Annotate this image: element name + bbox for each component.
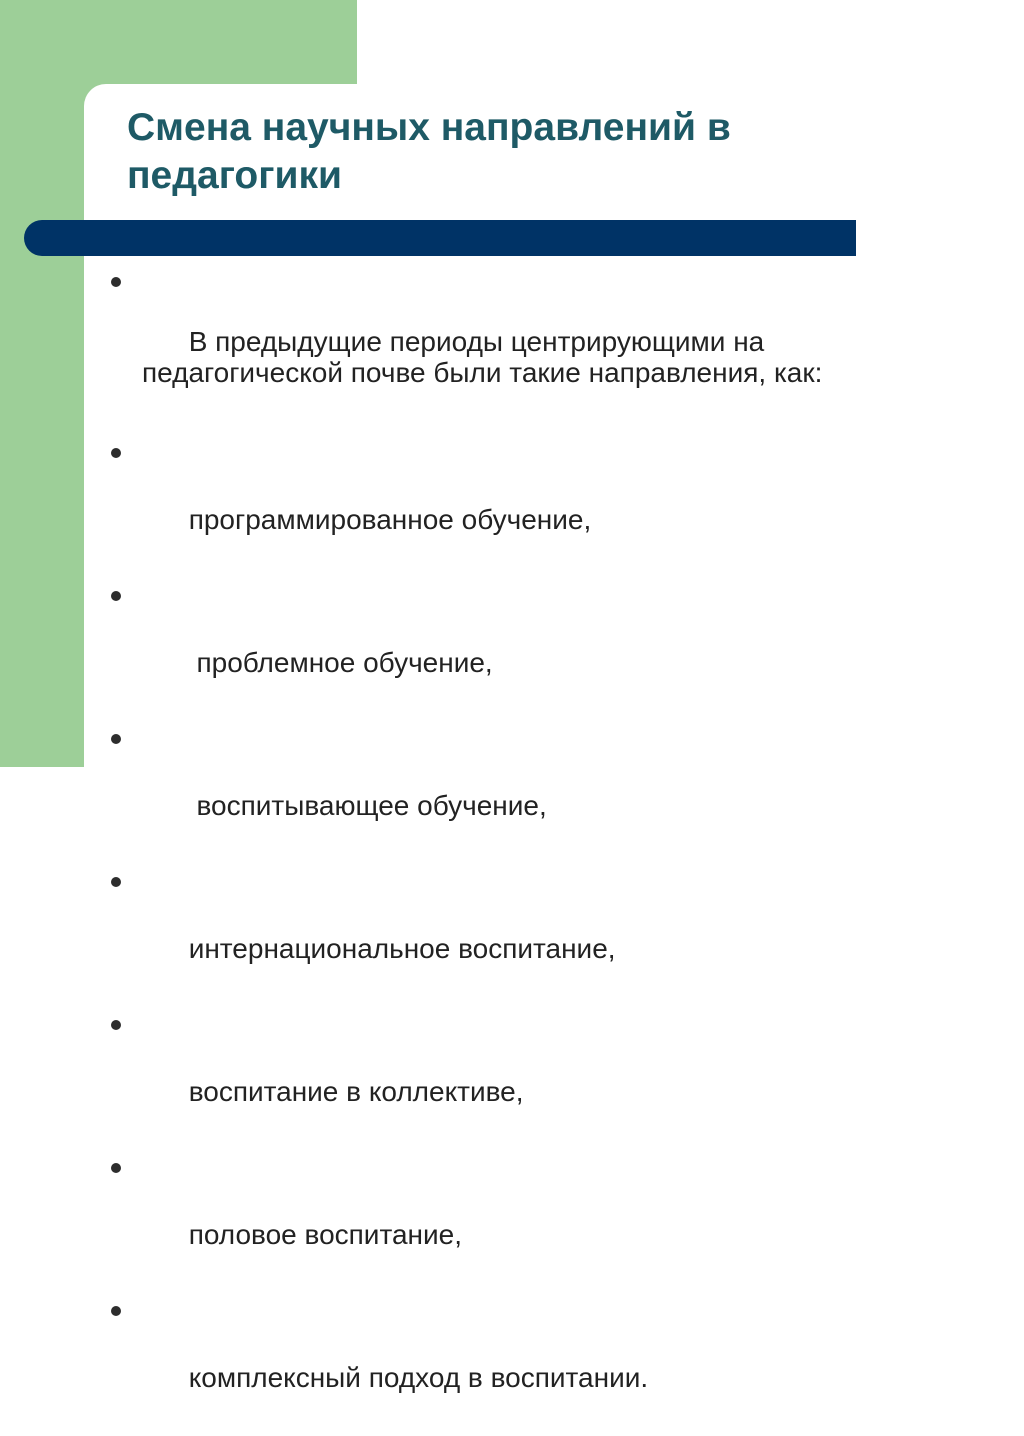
bullet-text: В предыдущие периоды центрирующими на педагогической почве были такие направления, как: (142, 326, 823, 388)
title-divider-bar (24, 220, 856, 256)
bullet-item (105, 578, 885, 714)
bullet-item (105, 1293, 885, 1429)
bullet-dot-icon (111, 877, 121, 887)
bullet-dot-icon (111, 591, 121, 601)
bullet-text: воспитание в коллективе, (188, 1076, 524, 1107)
bullet-text: комплексный подход в воспитании. (188, 1362, 649, 1393)
bullet-text: половое воспитание, (188, 1219, 462, 1250)
bullet-dot-icon (111, 1306, 121, 1316)
bullet-text: интернациональное воспитание, (188, 933, 616, 964)
bullet-dot-icon (111, 1163, 121, 1173)
bullet-item (105, 264, 885, 419)
bullet-dot-icon (111, 1020, 121, 1030)
bullet-list (105, 264, 885, 1436)
bullet-item (105, 435, 885, 571)
bullet-text: программированное обучение, (188, 504, 592, 535)
slide-title: Смена научных направлений в педагогики (127, 106, 731, 197)
bullet-item (105, 864, 885, 1000)
bullet-dot-icon (111, 277, 121, 287)
bullet-item (105, 1150, 885, 1286)
bullet-text: воспитывающее обучение, (188, 790, 547, 821)
bullet-item (105, 1007, 885, 1143)
bullet-item (105, 721, 885, 857)
bullet-dot-icon (111, 448, 121, 458)
bullet-text: проблемное обучение, (188, 647, 493, 678)
bullet-dot-icon (111, 734, 121, 744)
